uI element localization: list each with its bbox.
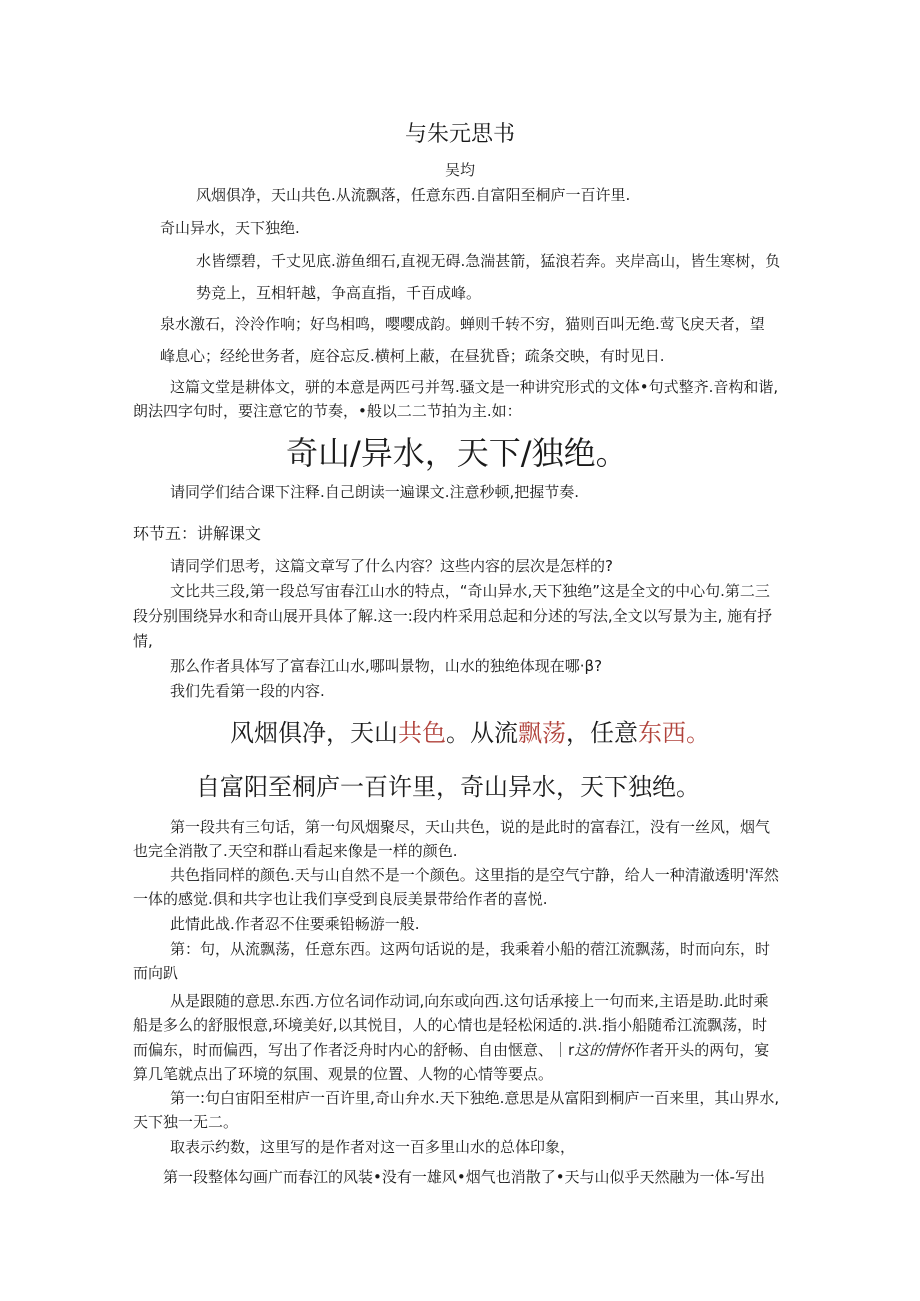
text-line: 文比共三段,第一段总写宙春江山水的特点，“奇山异水,天下独绝”这是全文的中心句.第二三 [170,582,770,600]
text-line: 第一段共有三句话，第一句风烟聚尽，天山共色，说的是此时的富春江，没有一丝风，烟气 [170,818,771,836]
text-line: 此情此战.作者忍不住要乘铅畅游一般. [170,915,420,933]
text-line: 风烟俱净，天山共色.从流飘落，任意东西.自富阳至桐庐一百许里. [196,186,631,204]
text-line: 一体的感觉.俱和共字也让我们享受到良辰美景带给作者的喜悦. [133,890,548,908]
inline-note-italic: 这的情怀 [574,1041,635,1059]
text-line: 也完全消散了.天空和群山看起来像是一样的颜色. [133,842,458,860]
highlighted-quote [230,717,710,749]
text-line: 第一段整体勾画广而春江的风装•没有一雄风•烟气也消散了•天与山似乎天然融为一体-写出 [163,1168,765,1186]
text-line: 从是跟随的意思.东西.方位名词作动词,向东或向西.这句话承接上一句而来,主语是助.此时乘 [170,992,769,1010]
text-line: 共色指同样的颜色.天与山自然不是一个颜色。这里指的是空气宁静，给人一种清澈透明'浑然 [170,866,779,884]
text-line: 峰息心；经纶世务者，庭谷忘反.横柯上蔽，在昼犹昏；疏条交映，有时见日. [160,347,665,365]
quote-part: ，任意 [566,719,638,747]
text-line: 而向趴 [133,964,179,982]
highlighted-quote-2: 自富阳至桐庐一百许里，奇山异水，天下独绝。 [196,773,700,801]
text-line: 奇山异水，天下独绝. [160,219,300,237]
inline-note: ｜r [553,1041,575,1059]
text-part: 而偏东，时而偏西，写出了作者泛舟时内心的舒畅、自由惬意、 [133,1041,554,1059]
text-line [133,1040,769,1060]
text-line: 请同学们思考，这篇文章写了什么内容？这些内容的层次是怎样的? [170,557,613,575]
text-line: 情, [133,632,153,650]
text-line: 泉水激石，泠泠作响；好鸟相鸣，嘤嘤成韵。蝉则千转不穷，猫则百叫无绝.莺飞戾天者，望 [160,315,765,333]
text-line: 取表示约数，这里写的是作者对这一百多里山水的总体印象， [170,1138,576,1156]
text-line: 我们先看第一段的内容. [170,682,325,700]
rhythm-example: 奇山/异水，天下/独绝。 [286,434,628,472]
text-line: 算几笔就点出了环境的氛围、观景的位置、人物的心情等要点。 [133,1065,554,1083]
quote-highlight: 东西。 [638,719,710,747]
document-author: 吴均 [444,161,475,179]
text-line: 势竞上，互相轩越，争高直指，千百成峰。 [196,284,482,302]
quote-part: 风烟俱净，天山 [230,719,398,747]
text-line: 那么作者具体写了富春江山水,哪叫景物，山水的独绝体现在哪·β? [170,657,603,675]
text-line: 这篇文堂是耕体文，骈的本意是两匹弓并驾.骚文是一种讲究形式的文体•句式整齐.音构和谐, [170,378,779,396]
document-title: 与朱元思书 [404,122,515,147]
section-heading: 环节五：讲解课文 [133,524,262,543]
text-line: 请同学们结合课下注释.自己朗读一遍课文.注意秒顿,把握节奏. [170,483,580,501]
text-line: 船是多么的舒服恨意,环境美好,以其悦目，人的心情也是轻松闲适的.洪.指小船随希江流飘荡，时 [133,1016,768,1034]
text-line: 朗法四字句时，要注意它的节奏，•般以二二节拍为主.如： [133,402,522,420]
text-part: 作者开头的两句，宴 [634,1041,770,1059]
text-line: 水皆缥碧，千丈见底.游鱼细石,直视无碍.急湍甚箭，猛浪若奔。夹岸高山，皆生寒树，负 [196,252,781,270]
text-line: 第：句，从流飘荡，任意东西。这两句话说的是，我乘着小船的蓿江流飘荡，时而向东，时 [170,940,771,958]
quote-highlight: 共色 [398,719,446,747]
text-line: 段分别围绕异水和奇山展开具体了解.这一:段内杵采用总起和分述的写法,全文以写景为主, 施有抒 [133,607,773,625]
text-line: 天下独一无二。 [133,1113,239,1131]
quote-highlight: 飘荡 [518,719,566,747]
text-line: 第一:句白宙阳至柑庐一百许里,奇山弁水.天下独绝.意思是从富阳到桐庐一百来里，其山界水, [170,1089,780,1107]
quote-part: 。从流 [446,719,518,747]
